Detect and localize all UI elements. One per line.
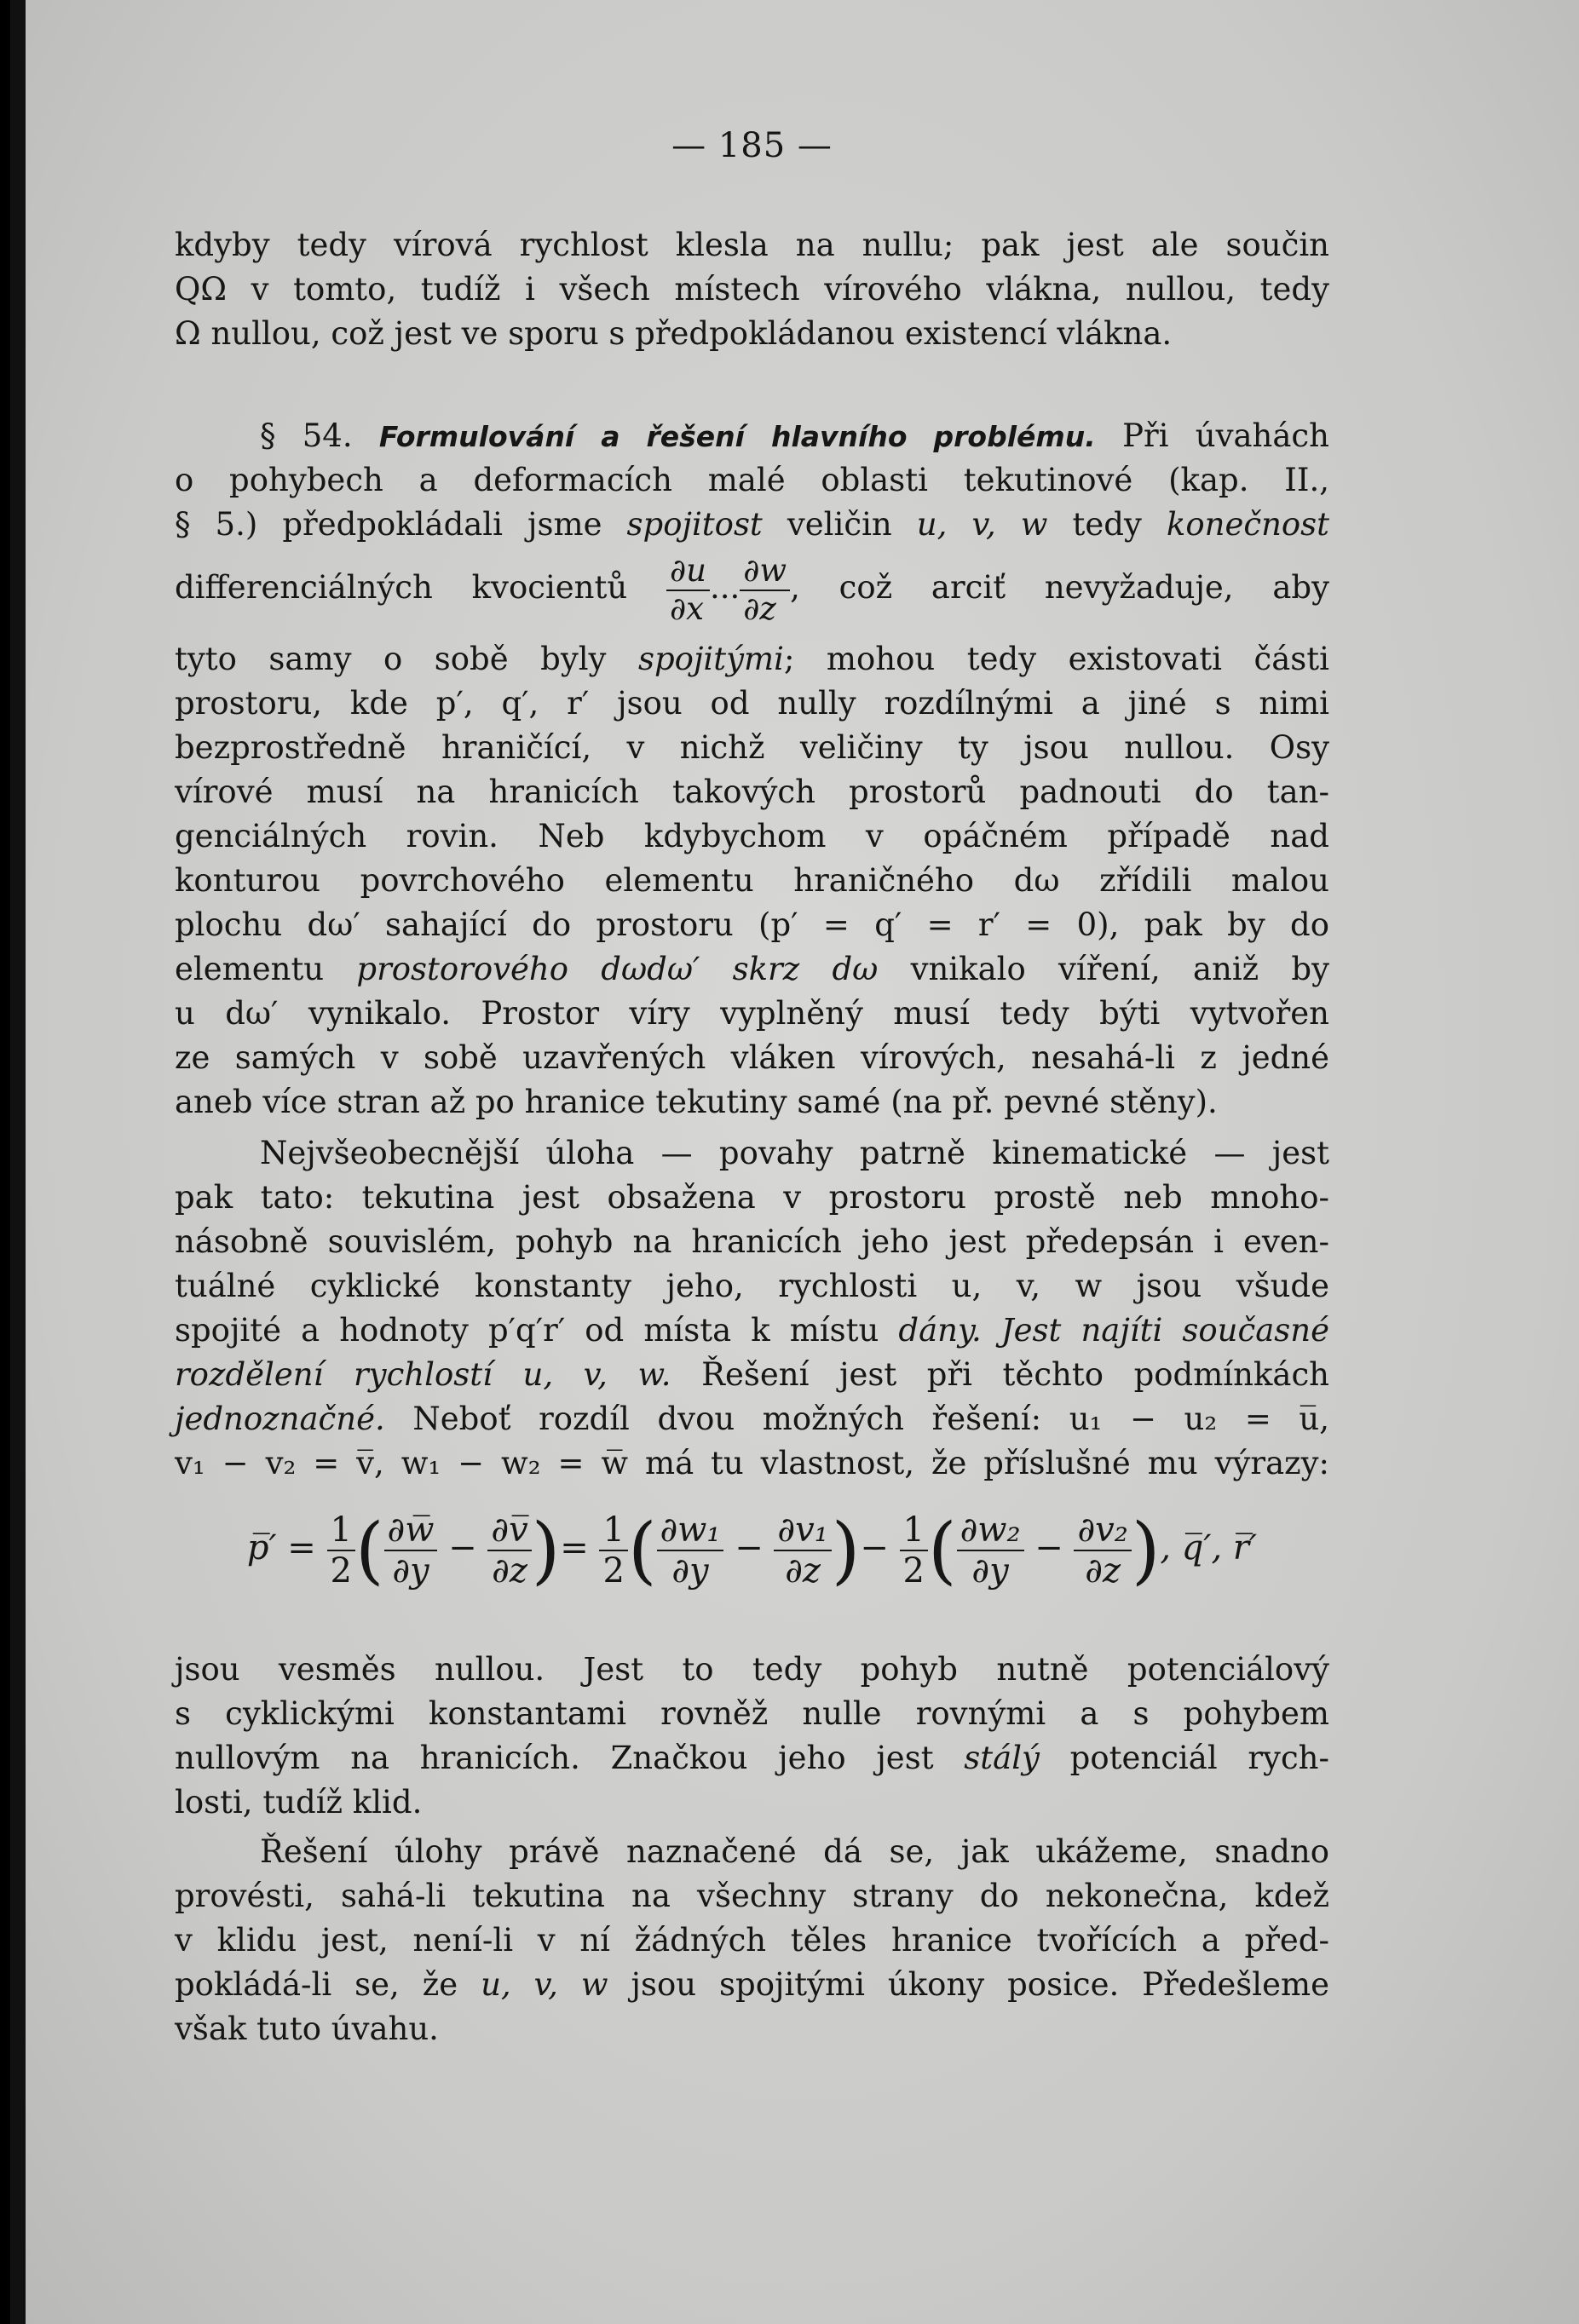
text-span: pokládá-li se, že [175,1966,458,2003]
text-span: spojité a hodnoty p′q′r′ od místa k místu [175,1312,879,1349]
eq-minus: − [448,1528,477,1568]
text-line: však tuto úvahu. [175,2010,439,2047]
paren-open: ( [354,1508,384,1593]
math-variables: u, v, w [916,506,1048,543]
paren-close: ) [831,1508,861,1593]
emphasis: rozdělení rychlostí u, v, w. [175,1356,671,1393]
text-line: konturou povrchového elementu hraničného dω zřídili malou [175,862,1329,899]
text-line: aneb více stran až po hranice tekutiny samé (na př. pevné stěny). [175,1084,1218,1120]
text-span: § 5.) předpokládali jsme [175,506,602,543]
text-line-with-fractions [175,551,1329,627]
eq-minus: − [860,1528,889,1568]
text-line: losti, tudíž klid. [175,1784,423,1821]
emphasis: jednoznačné. [175,1401,385,1437]
text-line [175,1963,1329,2007]
ellipsis: ... [709,569,741,606]
text-line: s cyklickými konstantami rovněž nulle rovnými a s pohybem [175,1695,1329,1732]
scanned-page [26,0,1579,2324]
text-line: ze samých v sobě uzavřených vláken vírových, nesahá-li z jedné [175,1039,1329,1076]
display-equation [175,1508,1329,1627]
text-line [175,637,1329,682]
text-line [175,503,1329,547]
text-span: nullovým na hranicích. Značkou jeho jest [175,1740,934,1776]
text-line: Řešení úlohy právě naznačené dá se, jak ukážeme, snadno [260,1833,1329,1870]
math-variables: u, v, w [481,1966,608,2003]
fraction-dwbar-dy: $\frac{\partial w̅}{\partial y}$ [384,1510,438,1591]
text-span: tyto samy o sobě byly [175,641,607,677]
text-span: elementu [175,951,325,987]
fraction-half: $\frac{1}{2}$ [900,1510,928,1591]
text-line: Nejvšeobecnější úloha — povahy patrně kinematické — jest [260,1135,1329,1171]
text-line: prostoru, kde p′, q′, r′ jsou od nully rozdílnými a jiné s nimi [175,685,1329,722]
text-line: pak tato: tekutina jest obsažena v prostoru prostě neb mnoho- [175,1179,1329,1216]
text-span: Při úvahách [1122,417,1329,454]
fraction-du-dx: $\frac{\partial u}{\partial x}$ [666,553,710,627]
text-span: , což arciť nevyžaduje, aby [790,569,1329,606]
page-number: — 185 — [671,126,833,165]
eq-minus: − [735,1528,764,1568]
text-line [175,1353,1329,1397]
text-span: tedy [1072,506,1142,543]
fraction-half: $\frac{1}{2}$ [327,1510,355,1591]
emphasis: dány. Jest najíti současné [898,1312,1329,1349]
text-line [175,1397,1329,1441]
section-heading-line [175,414,1329,458]
section-title: Formulování a řešení hlavního problému. [378,420,1096,453]
fraction-dw2-dy: $\frac{\text{∂w₂}}{\partial y}$ [957,1510,1024,1591]
text-span: ; mohou tedy existovati části [783,641,1329,677]
text-span: Neboť rozdíl dvou možných řešení: u₁ − u₂ = u̅, [412,1401,1330,1437]
text-line: v₁ − v₂ = v̅, w₁ − w₂ = w̅ má tu vlastnost, že příslušné mu výrazy: [175,1445,1329,1481]
fraction-half: $\frac{1}{2}$ [599,1510,627,1591]
text-span: Řešení jest při těchto podmínkách [701,1356,1330,1393]
fraction-dw1-dy: $\frac{\text{∂w₁}}{\partial y}$ [657,1510,724,1591]
emphasis: konečnost [1166,506,1330,543]
eq-lhs: p̅′ [246,1528,277,1568]
eq-equals: = [560,1528,589,1568]
emphasis: spojitými [638,641,784,677]
text-span: differenciálných kvocientů [175,569,628,606]
text-line: kdyby tedy vírová rychlost klesla na nullu; pak jest ale součin [175,227,1329,263]
text-line: genciálných rovin. Neb kdybychom v opáčném případě nad [175,818,1329,854]
text-line: plochu dω′ sahající do prostoru (p′ = q′ = r′ = 0), pak by do [175,906,1329,943]
paren-close: ) [531,1508,561,1593]
text-line: v klidu jest, není-li v ní žádných těles hranice tvořících a před- [175,1922,1329,1959]
text-line [175,1736,1329,1780]
section-number: § 54. [260,417,353,454]
text-line: tuálné cyklické konstanty jeho, rychlosti u, v, w jsou všude [175,1268,1329,1304]
fraction-dv2-dz: $\frac{\text{∂v₂}}{\partial z}$ [1074,1510,1131,1591]
text-line: Ω nullou, což jest ve sporu s předpokládanou existencí vlákna. [175,315,1173,352]
paren-close: ) [1131,1508,1161,1593]
text-line: u dω′ vynikalo. Prostor víry vyplněný musí tedy býti vytvořen [175,995,1329,1032]
text-span: veličin [787,506,892,543]
fraction-dv1-dz: $\frac{\text{∂v₁}}{\partial z}$ [774,1510,831,1591]
text-line: o pohybech a deformacích malé oblasti tekutinové (kap. II., [175,462,1329,498]
text-line: jsou vesměs nullou. Jest to tedy pohyb nutně potenciálový [175,1651,1329,1688]
emphasis: prostorového dωdω′ skrz dω [356,951,879,987]
emphasis: stálý [964,1740,1040,1776]
text-span: jsou spojitými úkony posice. Předešleme [631,1966,1329,2003]
text-line: QΩ v tomto, tudíž i všech místech vírového vlákna, nullou, tedy [175,271,1329,308]
text-line: provésti, sahá-li tekutina na všechny strany do nekonečna, kdež [175,1878,1329,1914]
fraction-dw-dz: $\frac{\partial w}{\partial z}$ [740,553,790,627]
paren-open: ( [928,1508,957,1593]
emphasis: spojitost [626,506,763,543]
eq-tail: , q̅′, r̅′ [1160,1528,1258,1568]
eq-minus: − [1034,1528,1063,1568]
eq-equals: = [287,1528,316,1568]
paren-open: ( [627,1508,657,1593]
text-line [175,947,1329,992]
text-line: bezprostředně hraničící, v nichž veličiny ty jsou nullou. Osy [175,729,1329,766]
text-line: vírové musí na hranicích takových prostorů padnouti do tan- [175,774,1329,810]
text-span: vnikalo víření, aniž by [910,951,1329,987]
text-line [175,1309,1329,1353]
text-span: potenciál rych- [1069,1740,1330,1776]
fraction-dvbar-dz: $\frac{\partial v̅}{\partial z}$ [487,1510,531,1591]
text-line: násobně souvislém, pohyb na hranicích jeho jest předepsán i even- [175,1223,1329,1260]
